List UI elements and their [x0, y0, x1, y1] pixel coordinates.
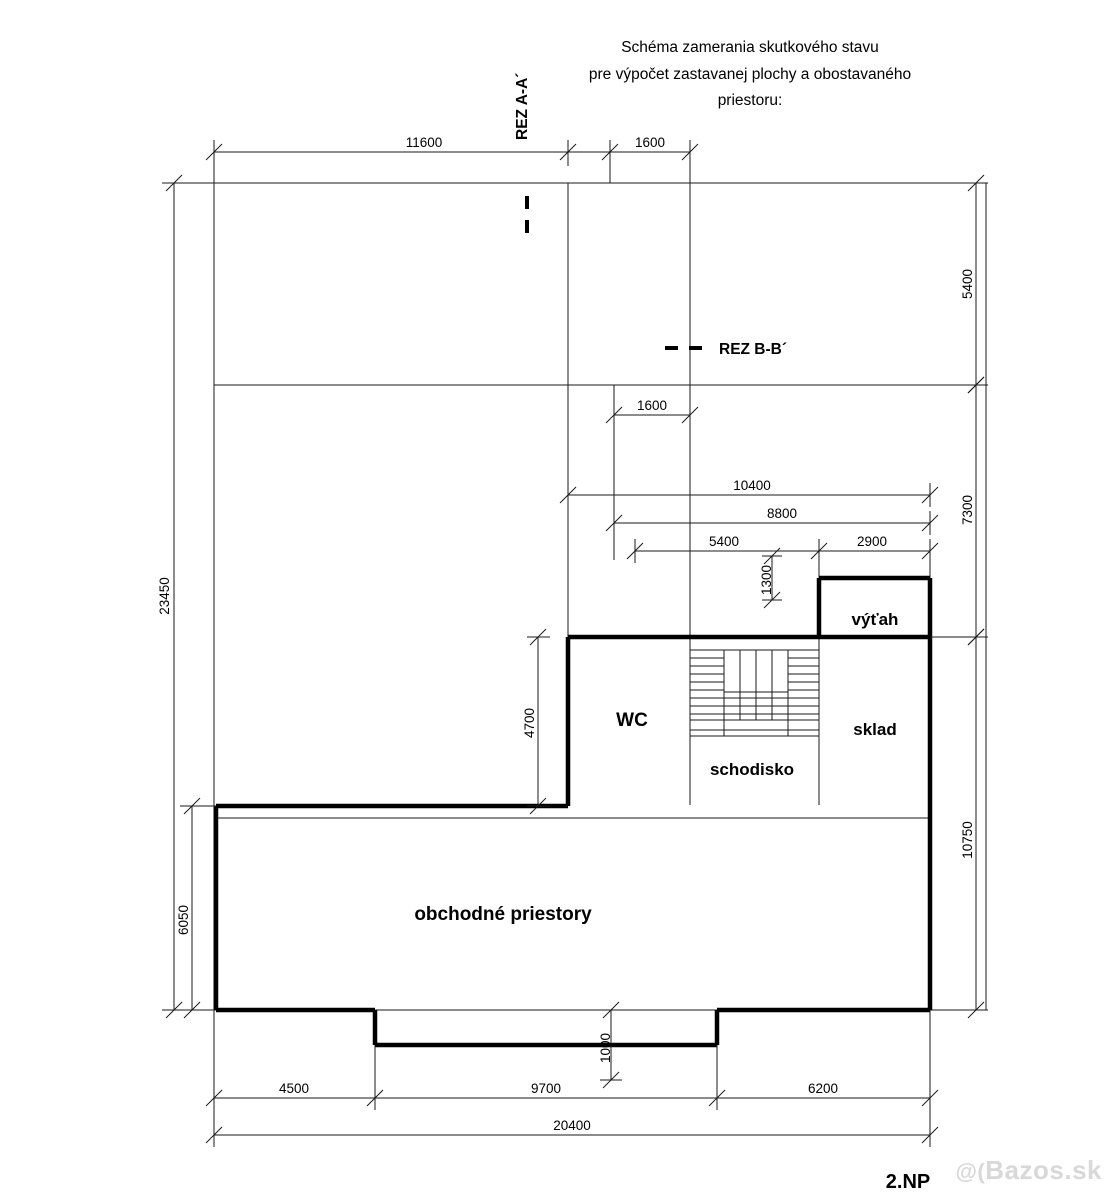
floor-label: 2.NP [885, 1171, 931, 1193]
dimension-top [206, 140, 698, 183]
watermark-at-icon: @( [955, 1159, 986, 1184]
dimension-9700-label: 9700 [530, 1081, 562, 1096]
dimension-1600-mid: 1600 [636, 398, 668, 413]
room-label-elevator: výťah [851, 610, 899, 629]
section-b-label: REZ B-B´ [719, 341, 788, 358]
dimension-right-5400-label: 5400 [960, 268, 975, 300]
dimension-20400-label: 20400 [553, 1118, 591, 1133]
dimension-6050-label: 6050 [176, 904, 191, 936]
room-label-shop: obchodné priestory [414, 904, 592, 925]
section-a-label: REZ A-A´ [514, 72, 531, 140]
dimension-1300-label: 1300 [759, 564, 774, 596]
staircase-hatch [690, 650, 819, 736]
title-line-1: Schéma zamerania skutkového stavu [621, 39, 879, 56]
dimension-4500-label: 4500 [278, 1081, 310, 1096]
dimension-2900-label: 2900 [856, 534, 888, 549]
dimension-4700-label: 4700 [522, 707, 537, 739]
watermark-text: Bazos.sk [985, 1155, 1102, 1185]
dimension-5400-2900 [627, 539, 938, 563]
dimension-1000-label: 1000 [598, 1032, 613, 1064]
building-walls [216, 578, 930, 1045]
room-label-wc: WC [616, 710, 648, 731]
dimension-5400-label: 5400 [708, 534, 740, 549]
dimension-10750-label: 10750 [960, 821, 975, 859]
dimension-1600-top: 1600 [634, 135, 666, 150]
watermark [955, 1155, 1102, 1186]
dimension-11600: 11600 [405, 135, 443, 150]
title-line-2: pre výpočet zastavanej plochy a obostavaného [588, 66, 912, 83]
dimension-7300-label: 7300 [960, 494, 975, 526]
dimension-7300 [930, 377, 988, 645]
dimension-8800-label: 8800 [766, 506, 798, 521]
room-label-staircase: schodisko [709, 760, 795, 779]
construction-lines [214, 183, 986, 1010]
dimension-23450-label: 23450 [157, 577, 172, 615]
title-line-3: priestoru: [717, 92, 783, 109]
dimension-6200-label: 6200 [807, 1081, 839, 1096]
dimension-10400-label: 10400 [733, 478, 771, 493]
room-label-storage: sklad [853, 720, 897, 739]
